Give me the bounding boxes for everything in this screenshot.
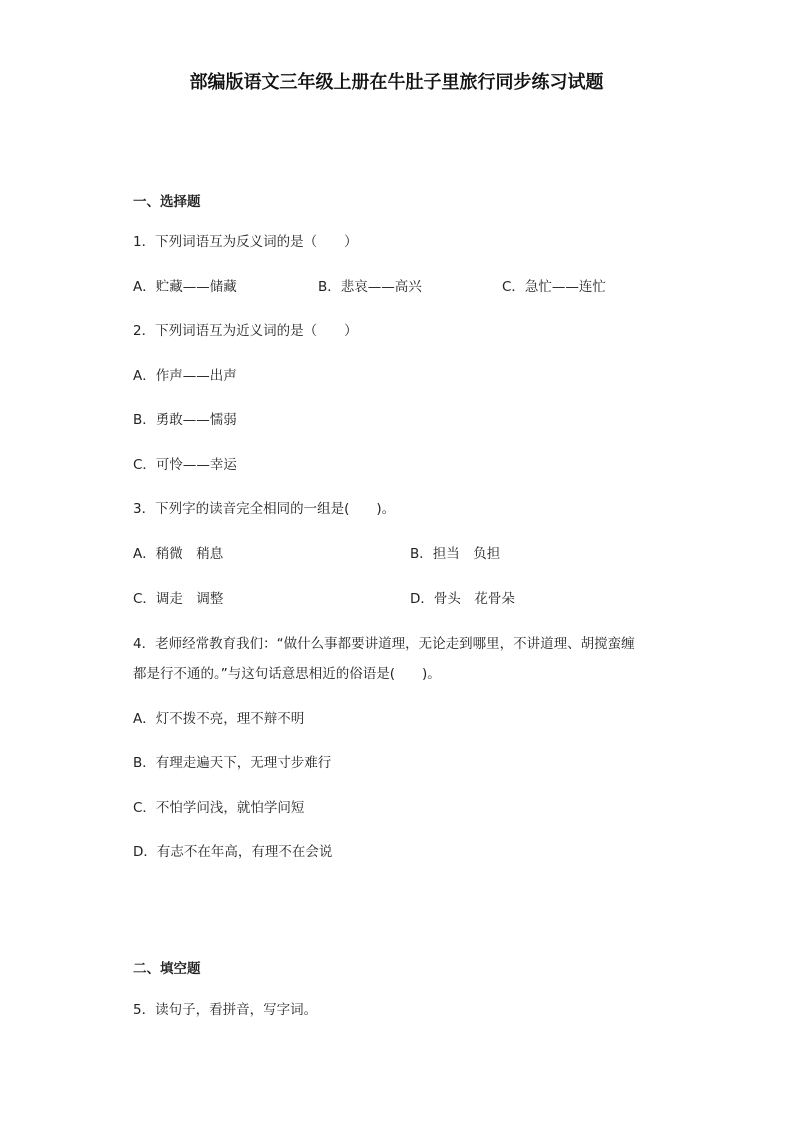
question-4-option-b: B．有理走遍天下，无理寸步难行 — [133, 755, 332, 771]
page-title: 部编版语文三年级上册在牛肚子里旅行同步练习试题 — [189, 72, 604, 93]
question-1-option-c: C．急忙——连忙 — [502, 279, 606, 295]
question-1-option-a: A．贮藏——储藏 — [133, 279, 237, 295]
question-4-option-d: D．有志不在年高，有理不在会说 — [133, 844, 333, 860]
question-4-option-c: C．不怕学问浅，就怕学问短 — [133, 800, 305, 816]
question-2-option-b: B．勇敢——懦弱 — [133, 412, 237, 428]
question-2-stem: 2．下列词语互为近义词的是（ ） — [133, 323, 358, 339]
question-3-option-c: C．调走 调整 — [133, 591, 224, 607]
question-2-option-a: A．作声——出声 — [133, 368, 237, 384]
question-3-option-a: A．稍微 稍息 — [133, 546, 224, 562]
question-1-stem: 1．下列词语互为反义词的是（ ） — [133, 234, 358, 250]
question-4-stem-line-2: 都是行不通的。”与这句话意思相近的俗语是( )。 — [133, 666, 441, 682]
section-heading-fill-blank: 二、填空题 — [133, 961, 201, 977]
question-2-option-c: C．可怜——幸运 — [133, 457, 237, 473]
question-3-option-d: D．骨头 花骨朵 — [410, 591, 515, 607]
question-4-option-a: A．灯不拨不亮，理不辩不明 — [133, 711, 305, 727]
question-4-stem-line-1: 4．老师经常教育我们：“做什么事都要讲道理，无论走到哪里，不讲道理、胡搅蛮缠 — [133, 636, 635, 652]
question-3-stem: 3．下列字的读音完全相同的一组是( )。 — [133, 501, 396, 517]
section-heading-choice: 一、选择题 — [133, 194, 201, 210]
question-5-stem: 5．读句子，看拼音，写字词。 — [133, 1002, 318, 1018]
question-3-option-b: B．担当 负担 — [410, 546, 501, 562]
question-1-option-b: B．悲哀——高兴 — [318, 279, 422, 295]
